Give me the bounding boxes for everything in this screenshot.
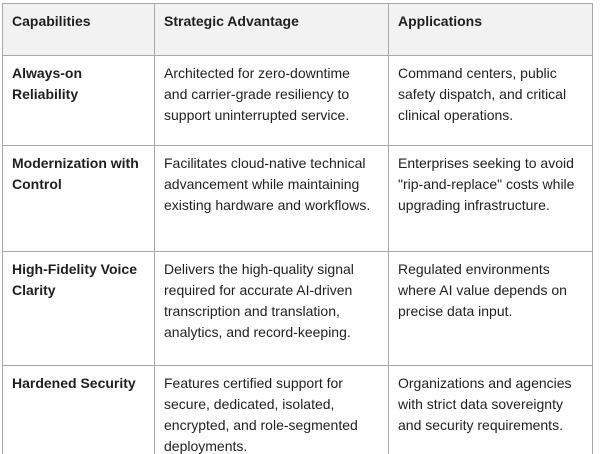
cell-strategic-advantage: Architected for zero-downtime and carrier-grade resiliency to support uninterrupted service.: [155, 56, 389, 146]
cell-strategic-advantage: Features certified support for secure, dedicated, isolated, encrypted, and role-segmented deployments.: [155, 366, 389, 454]
cell-applications: Organizations and agencies with strict data sovereignty and security requirements.: [389, 366, 593, 454]
table-row: [3, 56, 593, 146]
column-header-strategic-advantage: Strategic Advantage: [155, 4, 389, 56]
column-header-applications: Applications: [389, 4, 593, 56]
cell-applications: Command centers, public safety dispatch, and critical clinical operations.: [389, 56, 593, 146]
cell-capability: High-Fidelity Voice Clarity: [3, 252, 155, 366]
cell-strategic-advantage: Delivers the high-quality signal required for accurate AI-driven transcription and translation, analytics, and record-keeping.: [155, 252, 389, 366]
table-row: [3, 146, 593, 252]
cell-applications: Regulated environments where AI value depends on precise data input.: [389, 252, 593, 366]
capabilities-table: [2, 3, 593, 454]
cell-capability: Modernization with Control: [3, 146, 155, 252]
cell-capability: Hardened Security: [3, 366, 155, 454]
cell-strategic-advantage: Facilitates cloud-native technical advancement while maintaining existing hardware and workflows.: [155, 146, 389, 252]
table-row: [3, 366, 593, 454]
table-header-row: [3, 4, 593, 56]
cell-applications: Enterprises seeking to avoid "rip-and-replace" costs while upgrading infrastructure.: [389, 146, 593, 252]
cell-capability: Always-on Reliability: [3, 56, 155, 146]
column-header-capabilities: Capabilities: [3, 4, 155, 56]
table-row: [3, 252, 593, 366]
